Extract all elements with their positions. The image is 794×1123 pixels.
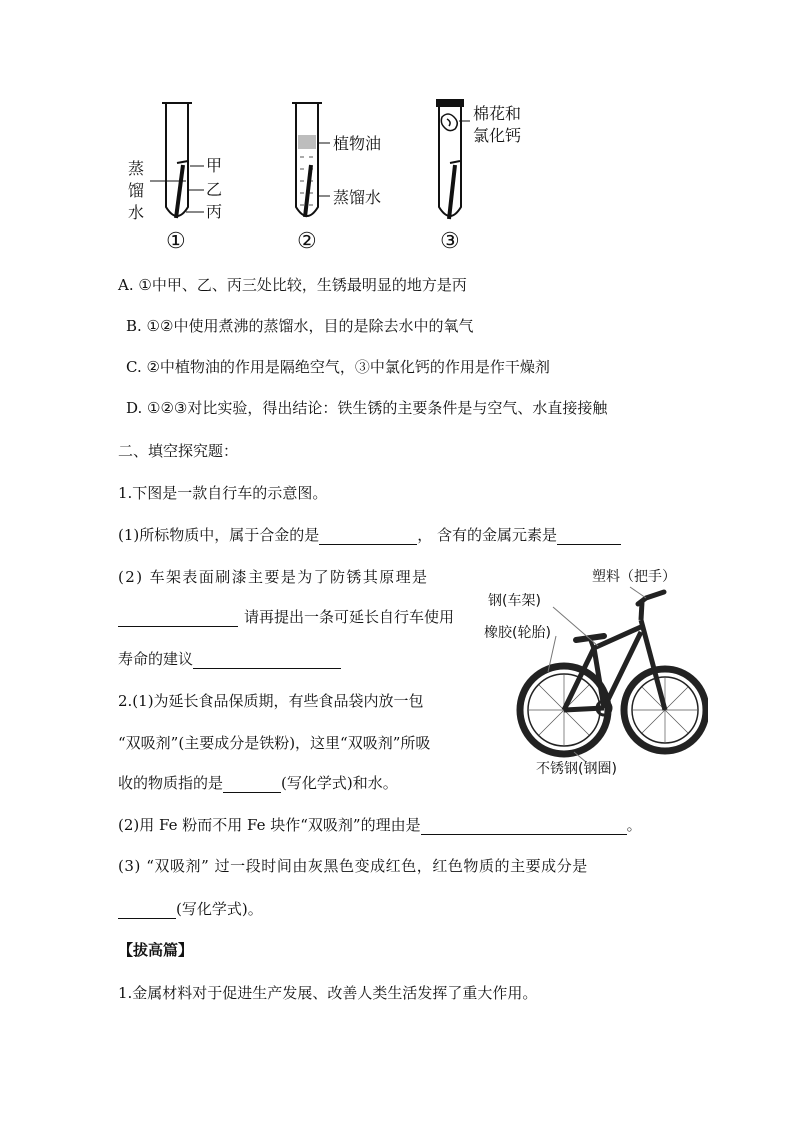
option-c: C. ②中植物油的作用是隔绝空气，③中氯化钙的作用是作干燥剂 [126,358,550,376]
tube-3-label-2: 氯化钙 [473,126,522,145]
tube-2-oil-label: 植物油 [333,134,382,153]
tube-1-point-b: 乙 [206,180,223,199]
tube-2-number: ② [297,229,317,254]
bike-label-rubber: 橡胶(轮胎) [484,625,551,641]
tube-2-oil [298,135,316,149]
tube-3-nail [449,165,455,219]
tube-3-label-1: 棉花和 [473,104,522,123]
test-tubes-drawing [0,95,794,260]
q1-part2-text-b: 请再提出一条可延长自行车使用 [244,608,455,626]
q2-part2-text-b: 。 [626,816,642,834]
q1-part1-text-a: (1)所标物质中，属于合金的是 [118,526,320,544]
tube-2-nail [305,165,311,217]
answer-blank-metal-element[interactable] [557,528,621,545]
tube-1-point-c: 丙 [206,202,223,221]
q1-part2-line2 [118,607,454,627]
q1-part2: (2) 车架表面刷漆主要是为了防锈其原理是 [118,568,429,586]
tube-1-point-a: 甲 [206,156,223,175]
advanced-q1: 1.金属材料对于促进生产发展、改善人类生活发挥了重大作用。 [118,984,538,1002]
tube-1-side-label-1: 蒸 [128,159,145,178]
tube-1-side-label-2: 馏 [128,181,145,200]
tube-3-cotton [441,114,457,131]
section-heading: 二、填空探究题： [118,442,239,460]
q2-part3: (3) “双吸剂” 过一段时间由灰黑色变成红色，红色物质的主要成分是 [118,857,588,875]
q1-part2-text-c: 寿命的建议 [118,650,194,668]
answer-blank-red-substance[interactable] [118,902,176,919]
q2-part1-text-d: (写化学式)和水。 [281,774,398,792]
option-a: A. ①中甲、乙、丙三处比较，生锈最明显的地方是丙 [118,276,467,294]
test-tube-figure [0,95,794,260]
tube-1-side-label-3: 水 [128,203,145,222]
q2-part3-text-b: (写化学式)。 [176,900,263,918]
q2-part1-line2: “双吸剂”(主要成分是铁粉)，这里“双吸剂”所吸 [118,734,431,752]
q2-part2 [118,815,642,835]
bike-label-plastic: 塑料（把手） [592,569,676,585]
q1-part1 [118,525,621,545]
q1-stem: 1.下图是一款自行车的示意图。 [118,484,328,502]
q2-part1-line3 [118,773,398,793]
tube-2-water-label: 蒸馏水 [333,188,382,207]
bike-label-stainless: 不锈钢(钢圈) [536,761,617,777]
tube-1-nail [176,165,183,218]
answer-blank-absorbed-substance[interactable] [223,776,281,793]
option-b: B. ①②中使用煮沸的蒸馏水，目的是除去水中的氧气 [126,317,474,335]
q1-part2-line3 [118,649,341,669]
answer-blank-powder-reason[interactable] [421,818,627,835]
q2-part1-text-c: 收的物质指的是 [118,774,224,792]
answer-blank-suggestion[interactable] [193,652,341,669]
tube-1-number: ① [166,229,186,254]
q1-part1-text-b: ， 含有的金属元素是 [417,526,558,544]
answer-blank-rust-principle[interactable] [118,610,238,627]
q2-part1: 2.(1)为延长食品保质期，有些食品袋内放一包 [118,692,424,710]
answer-blank-alloy[interactable] [319,528,417,545]
tube-3-number: ③ [440,229,460,254]
q2-part2-text-a: (2)用 Fe 粉而不用 Fe 块作“双吸剂”的理由是 [118,816,421,834]
advanced-heading: 【拔高篇】 [118,941,194,959]
q2-part3-line2 [118,899,263,919]
bike-label-steel: 钢(车架) [488,593,541,609]
tube-3-stopper [436,99,464,107]
option-d: D. ①②③对比实验，得出结论：铁生锈的主要条件是与空气、水直接接触 [126,399,608,417]
bicycle-figure [478,560,708,780]
